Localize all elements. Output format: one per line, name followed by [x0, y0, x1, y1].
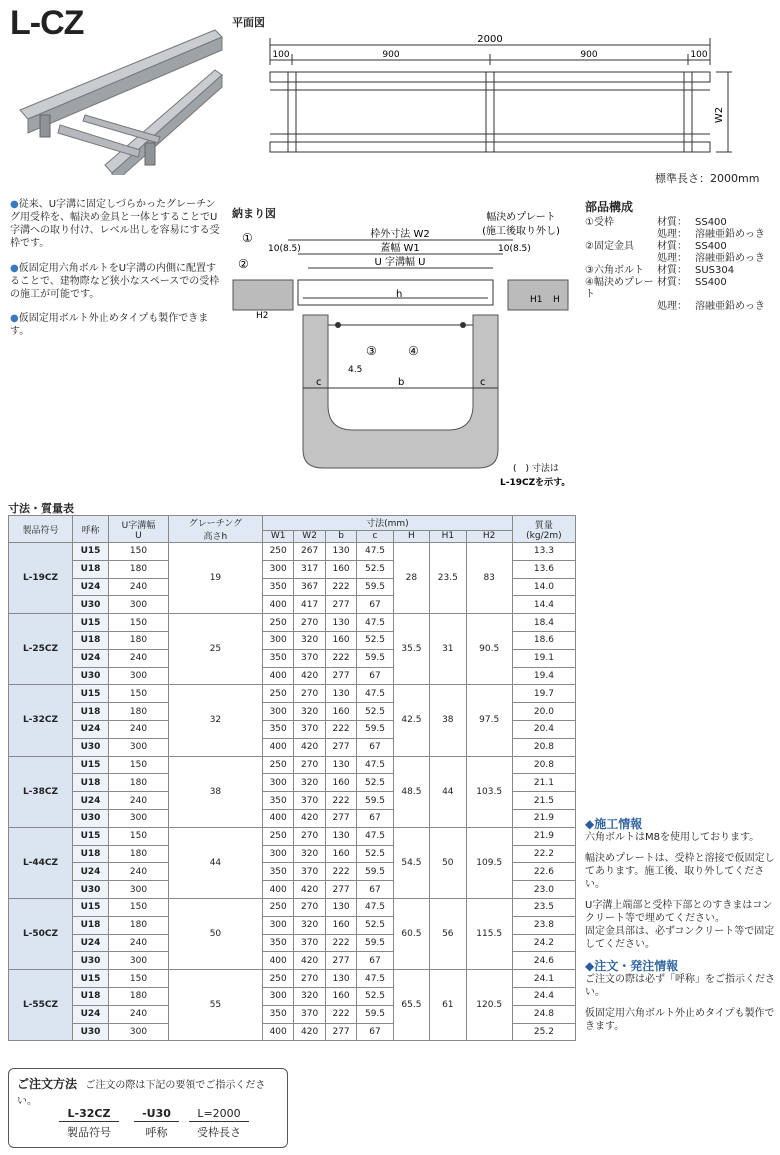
th-b: b [325, 530, 356, 542]
th-H1: H1 [430, 530, 466, 542]
plan-dim-2: 900 [382, 50, 400, 60]
u-label: U 字溝幅 U [374, 257, 426, 268]
H1-label: H1 [530, 295, 543, 305]
th-code: 製品符号 [9, 516, 73, 543]
table-row: U24 240 350 370 222 59.5 19.1 [9, 649, 576, 667]
feature-1: ●従来、U字溝に固定しづらかったグレーチング用受枠を、幅決め金具と一体とすることでU字溝への取り付け、レベル出しを容易にする受枠です。 [10, 199, 220, 249]
plan-dim-3: 900 [580, 50, 598, 60]
table-row: U24 240 350 370 222 59.5 24.8 [9, 1005, 576, 1023]
table-row: U30 300 400 420 277 67 21.9 [9, 809, 576, 827]
construction-info [585, 818, 775, 951]
table-row: U24 240 350 370 222 59.5 24.2 [9, 934, 576, 952]
plate-note: (施工後取り外し) [482, 226, 560, 237]
construction-para-1: 六角ボルトはM8を使用しております。 [585, 832, 760, 843]
plan-dim-4: 100 [690, 50, 708, 60]
construction-para-3: U字溝上端部と受枠下部とのすきまはコンクリート等で埋めてください。 固定金具部は、必ずコンクリート等で固定してください。 [585, 900, 775, 950]
parts-list [585, 198, 765, 313]
th-name: 呼称 [73, 516, 109, 543]
plan-heading: 平面図 [232, 16, 265, 29]
table-row: U30 300 400 420 277 67 19.4 [9, 667, 576, 685]
section-drawing [228, 210, 580, 495]
diamond-icon: ◆ [585, 959, 595, 973]
th-w1: W1 [262, 530, 293, 542]
table-row: L-50CZ U15 150 50 250 270 130 47.5 60.5 56 115.5 23.5 [9, 898, 576, 916]
table-row: U18 180 300 320 160 52.5 21.1 [9, 774, 576, 792]
order-name: -U30 呼称 [134, 1107, 179, 1140]
plan-total: 2000 [477, 34, 503, 45]
page-title: L-CZ [10, 4, 84, 42]
c-right-label: c [480, 377, 486, 388]
th-u: U字溝幅 U [109, 516, 169, 543]
parts-row: 処理： 溶融亜鉛めっき [657, 253, 765, 264]
order-heading: ご注文方法 [17, 1077, 78, 1091]
plan-w2: W2 [714, 106, 725, 124]
bullet-icon: ● [10, 199, 19, 210]
table-row: L-19CZ U15 150 19 250 267 130 47.5 28 23.5 83 13.3 [9, 543, 576, 561]
spec-table [8, 515, 576, 1041]
callout-4: ④ [408, 344, 419, 358]
table-heading: 寸法・質量表 [8, 502, 74, 515]
parts-heading: 部品構成 [585, 200, 634, 214]
order-sub: ご注文の際は下記の要領でご指示ください。 [17, 1080, 266, 1107]
feature-2: ●仮固定用六角ボルトをU字溝の内側に配置することで、建物際など狭小なスペースでの受枠の施工が可能です。 [10, 263, 220, 300]
callout-2: ② [238, 257, 249, 271]
table-row: L-25CZ U15 150 25 250 270 130 47.5 35.5 31 90.5 18.4 [9, 614, 576, 632]
feature-3: ●仮固定用ボルト外止めタイプも製作できます。 [10, 313, 209, 337]
plan-drawing [232, 30, 777, 165]
table-row: L-44CZ U15 150 44 250 270 130 47.5 54.5 50 109.5 21.9 [9, 827, 576, 845]
table-row: U18 180 300 320 160 52.5 24.4 [9, 987, 576, 1005]
section-note-1: ( ) 寸法は [513, 464, 559, 474]
table-row: U18 180 300 320 160 52.5 22.2 [9, 845, 576, 863]
lid-label: 蓋幅 W1 [380, 243, 420, 254]
construction-heading: 施工情報 [594, 817, 643, 831]
table-row: U30 300 400 420 277 67 25.2 [9, 1023, 576, 1041]
plan-dim-1: 100 [272, 50, 290, 60]
H-label: H [553, 295, 560, 305]
outer-label: 枠外寸法 W2 [370, 229, 430, 240]
order-length: L=2000 受枠長さ [189, 1107, 249, 1140]
ordering-para-2: 仮固定用六角ボルト外止めタイプも製作できます。 [585, 1008, 775, 1032]
parts-row: 処理： 溶融亜鉛めっき [657, 229, 765, 240]
parts-row: ②固定金具 材質： SS400 [585, 241, 727, 252]
callout-1: ① [242, 231, 253, 245]
std-length: 標準長さ：2000mm [655, 172, 760, 185]
product-illustration [10, 15, 225, 175]
section-heading: 納まり図 [232, 207, 276, 220]
table-row: U24 240 350 370 222 59.5 22.6 [9, 863, 576, 881]
th-mass: 質量 (kg/2m) [512, 516, 575, 543]
th-H: H [393, 530, 429, 542]
parts-row: ①受枠 材質： SS400 [585, 217, 727, 228]
table-row: U18 180 300 320 160 52.5 18.6 [9, 631, 576, 649]
section-note-2: L-19CZを示す。 [500, 478, 571, 488]
parts-row: 処理： 溶融亜鉛めっき [657, 301, 765, 312]
diamond-icon: ◆ [585, 817, 595, 831]
parts-row: ③六角ボルト 材質： SUS304 [585, 265, 735, 276]
table-row: U30 300 400 420 277 67 24.6 [9, 952, 576, 970]
callout-3: ③ [366, 344, 377, 358]
h-label: h [396, 289, 403, 300]
d45-label: 4.5 [348, 365, 363, 375]
ordering-info [585, 960, 775, 1033]
b-label: b [398, 377, 405, 388]
table-row: U30 300 400 417 277 67 14.4 [9, 596, 576, 614]
gap-right: 10(8.5) [498, 244, 531, 254]
table-row: U24 240 350 370 222 59.5 21.5 [9, 792, 576, 810]
c-left-label: c [316, 377, 322, 388]
gap-left: 10(8.5) [268, 244, 301, 254]
table-row: U24 240 350 367 222 59.5 14.0 [9, 578, 576, 596]
table-row: U18 180 300 320 160 52.5 20.0 [9, 703, 576, 721]
H2-label: H2 [256, 311, 269, 321]
ordering-heading: 注文・発注情報 [594, 959, 679, 973]
th-w2: W2 [294, 530, 325, 542]
order-code: L-32CZ 製品符号 [59, 1107, 119, 1140]
table-row: L-32CZ U15 150 32 250 270 130 47.5 42.5 38 97.5 19.7 [9, 685, 576, 703]
table-row: L-55CZ U15 150 55 250 270 130 47.5 65.5 61 120.5 24.1 [9, 970, 576, 988]
th-dim: 寸法(mm) [262, 516, 512, 531]
table-row: U30 300 400 420 277 67 23.0 [9, 881, 576, 899]
construction-para-2: 幅決めプレートは、受枠と溶接で仮固定してあります。施工後、取り外してください。 [585, 853, 775, 890]
table-row: U30 300 400 420 277 67 20.8 [9, 738, 576, 756]
table-row: U18 180 300 317 160 52.5 13.6 [9, 560, 576, 578]
parts-row: ④幅決めプレート 材質： SS400 [585, 277, 727, 300]
th-H2: H2 [466, 530, 512, 542]
table-row: U24 240 350 370 222 59.5 20.4 [9, 720, 576, 738]
table-row: U18 180 300 320 160 52.5 23.8 [9, 916, 576, 934]
order-box [8, 1068, 288, 1148]
plate-label: 幅決めプレート [486, 212, 556, 223]
bullet-icon: ● [10, 263, 19, 274]
th-gh: グレーチング 高さh [168, 516, 262, 543]
bullet-icon: ● [10, 313, 19, 324]
table-row: L-38CZ U15 150 38 250 270 130 47.5 48.5 44 103.5 20.8 [9, 756, 576, 774]
th-c: c [357, 530, 393, 542]
ordering-para-1: ご注文の際は必ず「呼称」をご指示ください。 [585, 974, 775, 998]
